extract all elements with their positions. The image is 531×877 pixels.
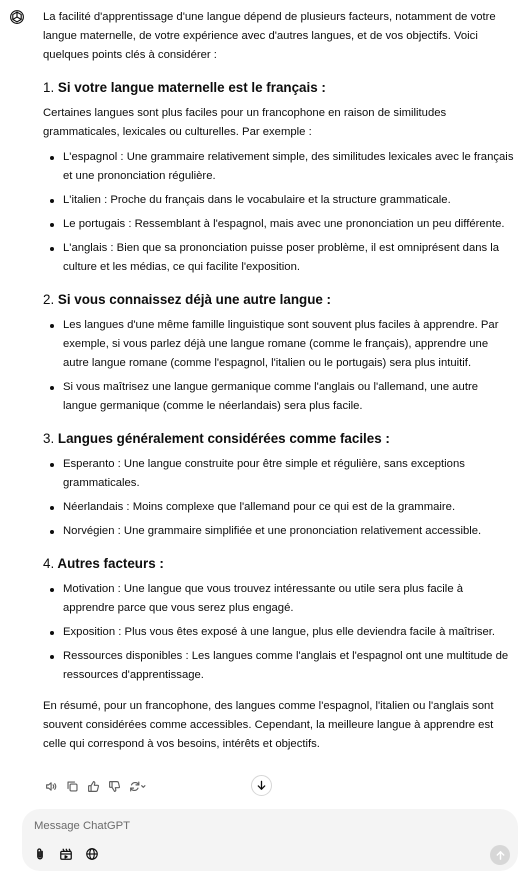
bullet-list: [43, 148, 515, 277]
section-number: 3.: [43, 431, 55, 446]
message-composer: [22, 809, 518, 871]
section-number: 4.: [43, 556, 55, 571]
section-title: Langues généralement considérées comme faciles :: [57, 431, 390, 446]
list-item: Exposition : Plus vous êtes exposé à une langue, plus elle deviendra facile à maîtriser.: [43, 623, 515, 642]
list-item: Néerlandais : Moins complexe que l'allemand pour ce qui est de la grammaire.: [43, 498, 515, 517]
section-heading: [43, 291, 515, 309]
regenerate-icon: [129, 780, 147, 793]
thumbs-down-icon: [108, 780, 121, 793]
thumbs-up-button[interactable]: [85, 778, 101, 794]
thumbs-up-icon: [87, 780, 100, 793]
composer-tools: [32, 846, 100, 862]
arrow-down-icon: [256, 780, 267, 791]
copy-button[interactable]: [64, 778, 80, 794]
message-actions: [43, 777, 149, 795]
send-arrow-icon: [495, 850, 506, 861]
section-title: Si vous connaissez déjà une autre langue :: [57, 292, 332, 307]
scroll-to-bottom-button[interactable]: [251, 775, 272, 796]
attach-icon: [33, 847, 47, 861]
message-intro: La facilité d'apprentissage d'une langue dépend de plusieurs facteurs, notamment de votre langue maternelle, de votre expérience avec d'autres langues, et de vos objectifs. Voici quelques points clés à considérer :: [43, 11, 496, 61]
regenerate-button[interactable]: [127, 778, 149, 794]
web-search-icon: [85, 847, 99, 861]
tools-icon: [59, 847, 73, 861]
section-heading: [43, 79, 515, 97]
list-item: L'italien : Proche du français dans le vocabulaire et la structure grammaticale.: [43, 191, 515, 210]
message-input[interactable]: [34, 817, 494, 835]
section-heading: [43, 555, 515, 573]
bullet-list: [43, 580, 515, 685]
section-number: 2.: [43, 292, 55, 307]
copy-icon: [66, 780, 79, 793]
message-summary: En résumé, pour un francophone, des langues comme l'espagnol, l'italien ou l'anglais sont souvent considérées comme accessibles. Cependant, la meilleure langue à apprendre est celle qui correspond à vos besoins, intérêts et objectifs.: [43, 700, 494, 750]
tools-button[interactable]: [58, 846, 74, 862]
section-number: 1.: [43, 80, 55, 95]
openai-logo-icon: [8, 8, 26, 26]
bullet-list: [43, 455, 515, 541]
bullet-list: [43, 316, 515, 416]
assistant-message: [43, 8, 515, 754]
list-item: Les langues d'une même famille linguistique sont souvent plus faciles à apprendre. Par exemple, si vous parlez déjà une langue romane (comme le français), apprendre une autre langue romane (comme l'espagnol, l'italien ou le portugais) sera plus intuitif.: [43, 316, 515, 373]
attach-button[interactable]: [32, 846, 48, 862]
section-title: Autres facteurs :: [57, 556, 164, 571]
read-aloud-icon: [45, 780, 58, 793]
list-item: Norvégien : Une grammaire simplifiée et une prononciation relativement accessible.: [43, 522, 515, 541]
list-item: Si vous maîtrisez une langue germanique comme l'anglais ou l'allemand, une autre langue germanique (comme le néerlandais) sera plus facile.: [43, 378, 515, 416]
thumbs-down-button[interactable]: [106, 778, 122, 794]
send-button[interactable]: [490, 845, 510, 865]
list-item: Ressources disponibles : Les langues comme l'anglais et l'espagnol ont une multitude de ressources d'apprentissage.: [43, 647, 515, 685]
web-search-button[interactable]: [84, 846, 100, 862]
list-item: Le portugais : Ressemblant à l'espagnol, mais avec une prononciation un peu différente.: [43, 215, 515, 234]
list-item: Motivation : Une langue que vous trouvez intéressante ou utile sera plus facile à apprendre parce que vous serez plus engagé.: [43, 580, 515, 618]
section-heading: [43, 430, 515, 448]
list-item: Esperanto : Une langue construite pour être simple et régulière, sans exceptions grammaticales.: [43, 455, 515, 493]
read-aloud-button[interactable]: [43, 778, 59, 794]
assistant-avatar: [8, 8, 26, 26]
list-item: L'anglais : Bien que sa prononciation puisse poser problème, il est omniprésent dans la culture et les médias, ce qui facilite l'exposition.: [43, 239, 515, 277]
section-subtext: Certaines langues sont plus faciles pour un francophone en raison de similitudes grammaticales, lexicales ou culturelles. Par exemple :: [43, 107, 447, 138]
section-title: Si votre langue maternelle est le français :: [57, 80, 326, 95]
list-item: L'espagnol : Une grammaire relativement simple, des similitudes lexicales avec le français et une prononciation régulière.: [43, 148, 515, 186]
